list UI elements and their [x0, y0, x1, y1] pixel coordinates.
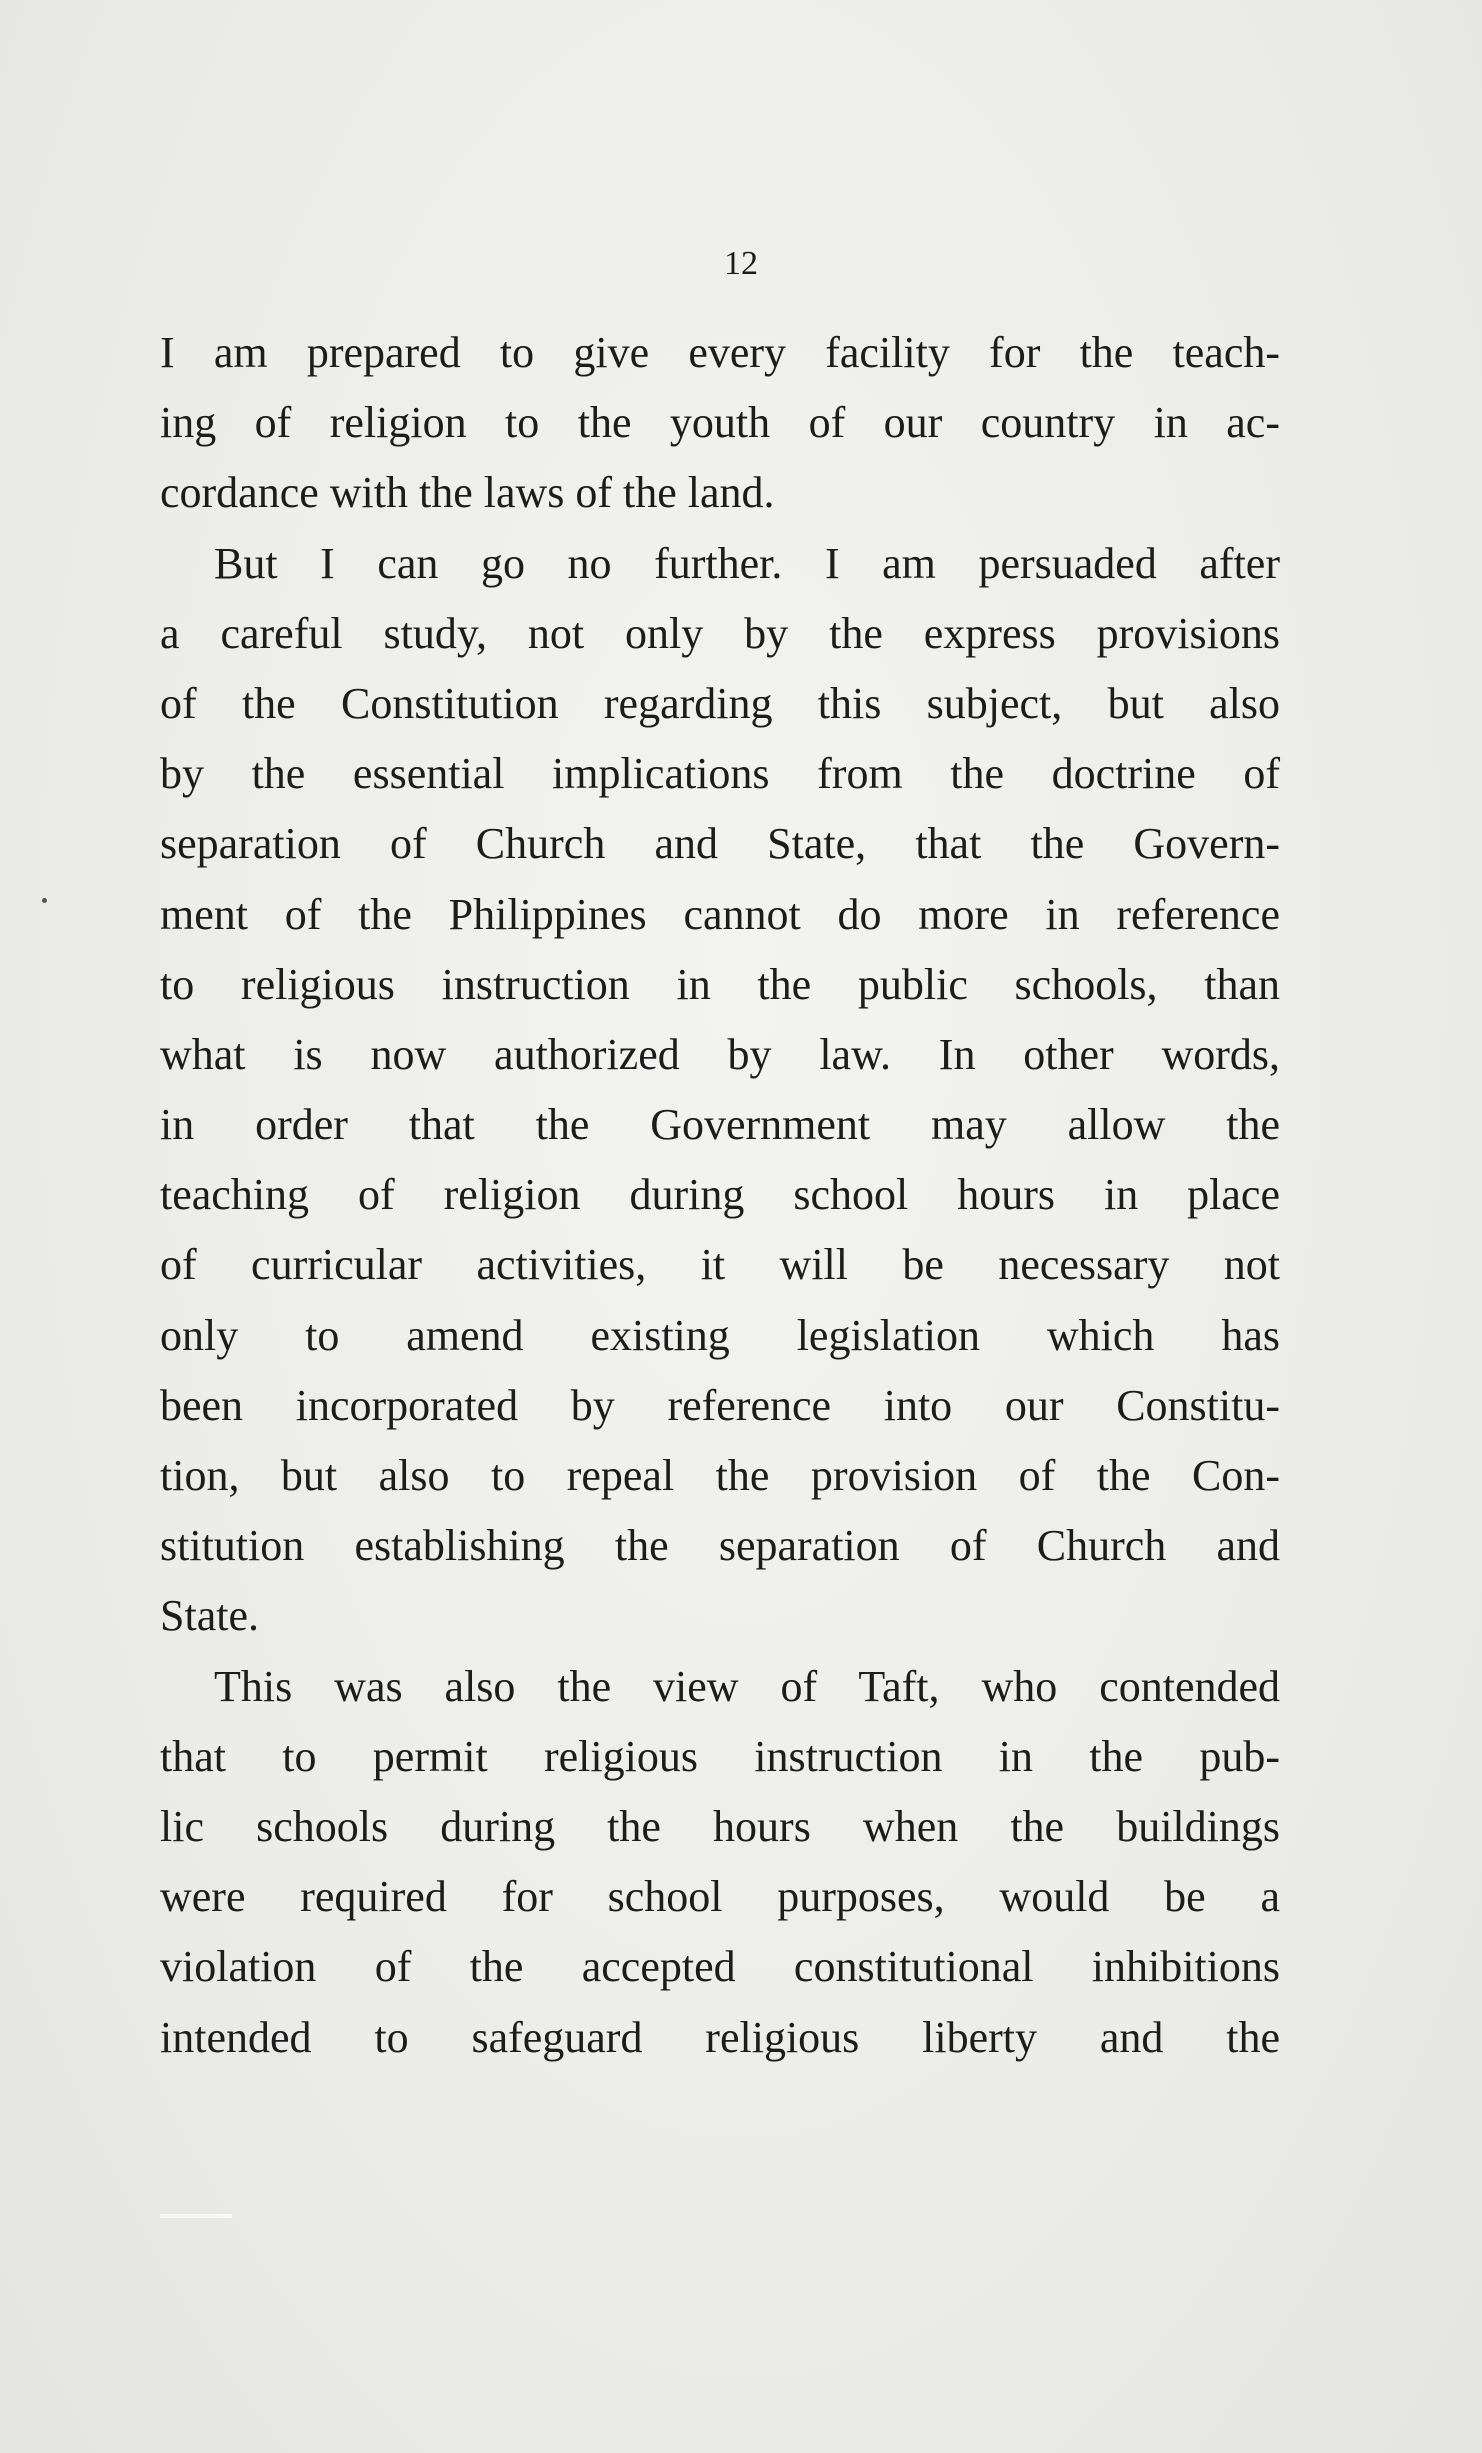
text-line: a careful study, not only by the express provisions	[160, 608, 1280, 658]
text-line: stitution establishing the separation of Church and	[160, 1521, 1280, 1571]
text-line: only to amend existing legislation which has	[160, 1310, 1280, 1360]
scan-smudge	[160, 2214, 232, 2218]
text-line: were required for school purposes, would be a	[160, 1872, 1280, 1922]
scan-speck	[42, 898, 47, 903]
paragraph	[160, 1652, 1280, 2073]
page-number: 12	[724, 245, 758, 282]
text-line: cordance with the laws of the land.	[160, 468, 775, 518]
text-line: to religious instruction in the public schools, than	[160, 959, 1280, 1009]
text-line: teaching of religion during school hours in place	[160, 1170, 1280, 1220]
text-line: of curricular activities, it will be necessary not	[160, 1240, 1280, 1290]
body-text	[160, 318, 1280, 2073]
text-line: intended to safeguard religious liberty and the	[160, 2012, 1280, 2062]
paragraph	[160, 529, 1280, 1652]
text-line: State.	[160, 1591, 259, 1641]
text-line: of the Constitution regarding this subject, but also	[160, 678, 1280, 728]
text-line: lic schools during the hours when the buildings	[160, 1801, 1280, 1851]
text-line: ment of the Philippines cannot do more in reference	[160, 889, 1280, 939]
text-line: what is now authorized by law. In other words,	[160, 1029, 1280, 1079]
text-line: that to permit religious instruction in the pub-	[160, 1731, 1280, 1781]
text-line: separation of Church and State, that the Govern-	[160, 819, 1280, 869]
text-line: ing of religion to the youth of our country in ac-	[160, 398, 1280, 448]
paragraph	[160, 318, 1280, 529]
text-line: But I can go no further. I am persuaded after	[214, 538, 1280, 588]
text-line: This was also the view of Taft, who contended	[214, 1661, 1280, 1711]
text-line: tion, but also to repeal the provision of the Con-	[160, 1451, 1280, 1500]
text-line: in order that the Government may allow the	[160, 1100, 1280, 1150]
text-line: been incorporated by reference into our Constitu-	[160, 1380, 1280, 1430]
text-line: by the essential implications from the doctrine of	[160, 749, 1280, 799]
text-line: I am prepared to give every facility for the teach-	[160, 328, 1280, 377]
text-line: violation of the accepted constitutional inhibitions	[160, 1942, 1280, 1992]
